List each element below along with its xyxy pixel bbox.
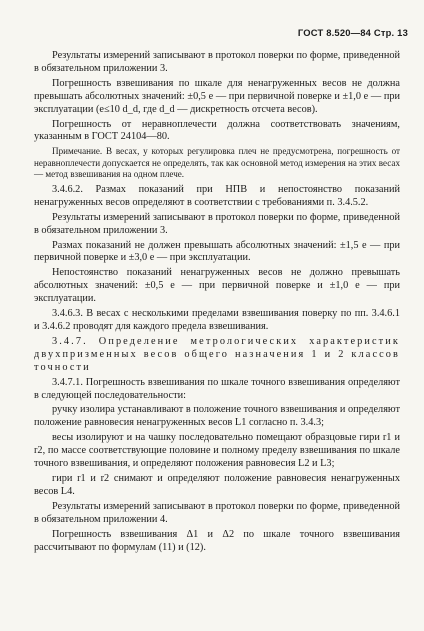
- paragraph: 3.4.7.1. Погрешность взвешивания по шкале точного взвешивания определяют в следующей последовательности:: [34, 376, 400, 401]
- paragraph: Погрешность от неравноплечести должна соответствовать значениям, указанным в ГОСТ 24104—80.: [34, 118, 400, 143]
- note-paragraph: Примечание. В весах, у которых регулировка плеч не предусмотрена, погрешность от неравноплечести допускается не определять, так как основной метод измерения на этих весах — метод взвешивания на одном плече.: [34, 146, 400, 179]
- document-body: [34, 50, 400, 554]
- paragraph: Результаты измерений записывают в протокол поверки по форме, приведенной в обязательном приложении 4.: [34, 500, 400, 525]
- paragraph: Размах показаний не должен превышать абсолютных значений: ±1,5 e — при первичной поверке и ±3,0 e — при эксплуатации.: [34, 239, 400, 264]
- paragraph: ручку изолира устанавливают в положение точного взвешивания и определяют положение равновесия ненагруженных весов L1 согласно п. 3.4.3;: [34, 404, 400, 429]
- paragraph: Погрешность взвешивания Δ1 и Δ2 по шкале точного взвешивания рассчитывают по формулам (11) и (12).: [34, 528, 400, 553]
- paragraph: Непостоянство показаний ненагруженных весов не должно превышать абсолютных значений: ±0,5 e — при первичной поверке и ±1,0 e — при эксплуатации.: [34, 267, 400, 305]
- section-heading: 3.4.7. Определение метрологических характеристик двухпризменных весов общего назначения 1 и 2 классов точности: [34, 335, 400, 373]
- paragraph: Результаты измерений записывают в протокол поверки по форме, приведенной в обязательном приложении 3.: [34, 50, 400, 74]
- paragraph: 3.4.6.3. В весах с несколькими пределами взвешивания поверку по пп. 3.4.6.1 и 3.4.6.2 проводят для каждого предела взвешивания.: [34, 308, 400, 333]
- paragraph: 3.4.6.2. Размах показаний при НПВ и непостоянство показаний ненагруженных весов определяют в соответствии с требованиями п. 3.4.5.2.: [34, 183, 400, 208]
- paragraph: гири r1 и r2 снимают и определяют положение равновесия ненагруженных весов L4.: [34, 472, 400, 497]
- paragraph: весы изолируют и на чашку последовательно помещают образцовые гири r1 и r2, по массе соответствующие половине и полному пределу взвешивания по шкале точного взвешивания, и определяют положения равновесия L2 и L3;: [34, 432, 400, 470]
- paragraph: Результаты измерений записывают в протокол поверки по форме, приведенной в обязательном приложении 3.: [34, 211, 400, 236]
- page-header: ГОСТ 8.520—84 Стр. 13: [297, 27, 408, 38]
- paragraph: Погрешность взвешивания по шкале для ненагруженных весов не должна превышать абсолютных значений: ±0,5 e — при первичной поверке и ±1,0 e — при эксплуатации (e≤10 d_d, где d_d — дискретность отсчета весов).: [34, 77, 400, 115]
